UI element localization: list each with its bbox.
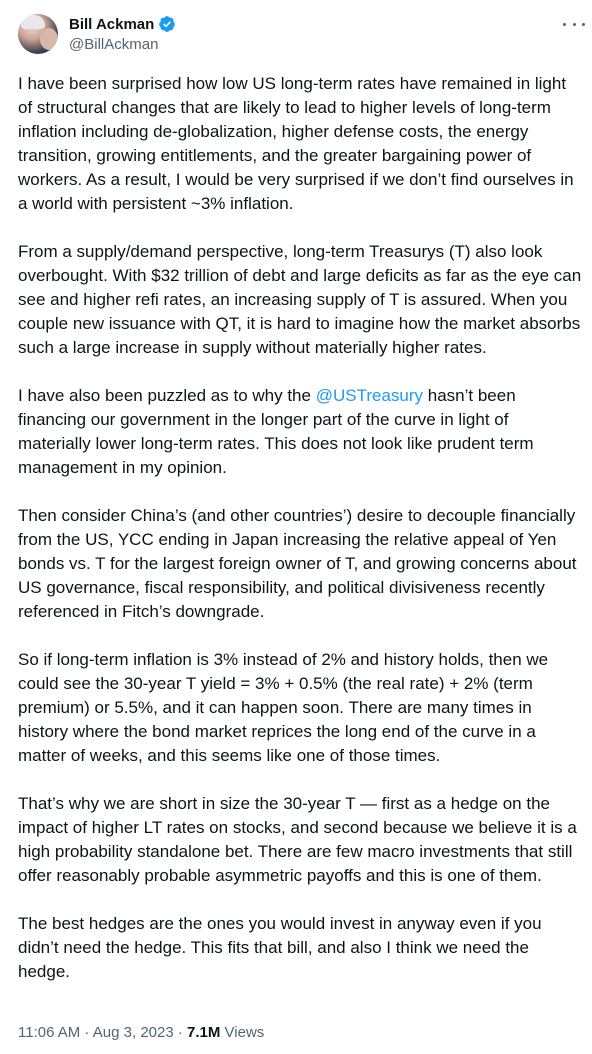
tweet-paragraph: I have been surprised how low US long-term rates have remained in light of structural changes that are likely to lead to higher levels of long-term inflation including de-globalization, higher defense costs, the energy transition, growing entitlements, and the greater bargaining power of workers. As a result, I would be very surprised if we don’t find ourselves in a world with persistent ~3% inflation. bbox=[18, 74, 574, 213]
paragraph-text: hasn’t been financing our government in the longer part of the curve in light of materially lower long-term rates. This does not look like prudent term management in my opinion. bbox=[18, 386, 534, 477]
tweet-paragraph: From a supply/demand perspective, long-term Treasurys (T) also look overbought. With $32 trillion of debt and large deficits as far as the eye can see and higher refi rates, an increasing supply of T is assured. When you couple new issuance with QT, it is hard to imagine how the market absorbs such a large increase in supply without materially higher rates. bbox=[18, 242, 582, 357]
tweet-paragraph: So if long-term inflation is 3% instead of 2% and history holds, then we could see the 30-year T yield = 3% + 0.5% (the real rate) + 2% (term premium) or 5.5%, and it can happen soon. There are many times in history where the bond market reprices the long end of the curve in a matter of weeks, and this seems like one of those times. bbox=[18, 650, 549, 765]
avatar[interactable] bbox=[18, 14, 58, 54]
tweet-paragraph: The best hedges are the ones you would invest in anyway even if you didn’t need the hedge. This fits that bill, and also I think we need the hedge. bbox=[18, 914, 542, 981]
mention-link[interactable]: @USTreasury bbox=[315, 386, 424, 405]
tweet-header bbox=[0, 0, 592, 60]
tweet-meta bbox=[18, 1024, 264, 1041]
author-name[interactable]: Bill Ackman bbox=[69, 15, 155, 33]
meta-separator: · bbox=[173, 1024, 188, 1041]
views-label: Views bbox=[220, 1024, 265, 1041]
author-name-row bbox=[69, 15, 176, 33]
more-dot bbox=[573, 23, 576, 26]
more-dot bbox=[582, 23, 585, 26]
tweet-date[interactable]: Aug 3, 2023 bbox=[92, 1024, 174, 1041]
tweet-paragraph: Then consider China’s (and other countries’) desire to decouple financially from the US, YCC ending in Japan increasing the relative appeal of Yen bonds vs. T for the largest foreign owner of T, and growing concerns about US governance, fiscal responsibility, and political divisiveness recently referenced in Fitch’s downgrade. bbox=[18, 506, 577, 621]
tweet-paragraph bbox=[18, 384, 582, 480]
views-count[interactable]: 7.1M bbox=[187, 1024, 221, 1041]
avatar-hair bbox=[21, 15, 45, 29]
more-dot bbox=[563, 23, 566, 26]
more-horizontal-icon[interactable] bbox=[563, 14, 585, 34]
avatar-face bbox=[40, 28, 58, 50]
tweet-time[interactable]: 11:06 AM bbox=[18, 1024, 81, 1041]
tweet-text bbox=[18, 72, 582, 1008]
paragraph-text: I have also been puzzled as to why the bbox=[18, 386, 316, 405]
verified-badge-icon bbox=[158, 15, 176, 33]
meta-separator: · bbox=[80, 1024, 93, 1041]
tweet-paragraph: That’s why we are short in size the 30-year T — first as a hedge on the impact of higher LT rates on stocks, and second because we believe it is a high probability standalone bet. There are few macro investments that still offer reasonably probable asymmetric payoffs and this is one of them. bbox=[18, 794, 577, 885]
author-handle[interactable]: @BillAckman bbox=[69, 36, 159, 53]
